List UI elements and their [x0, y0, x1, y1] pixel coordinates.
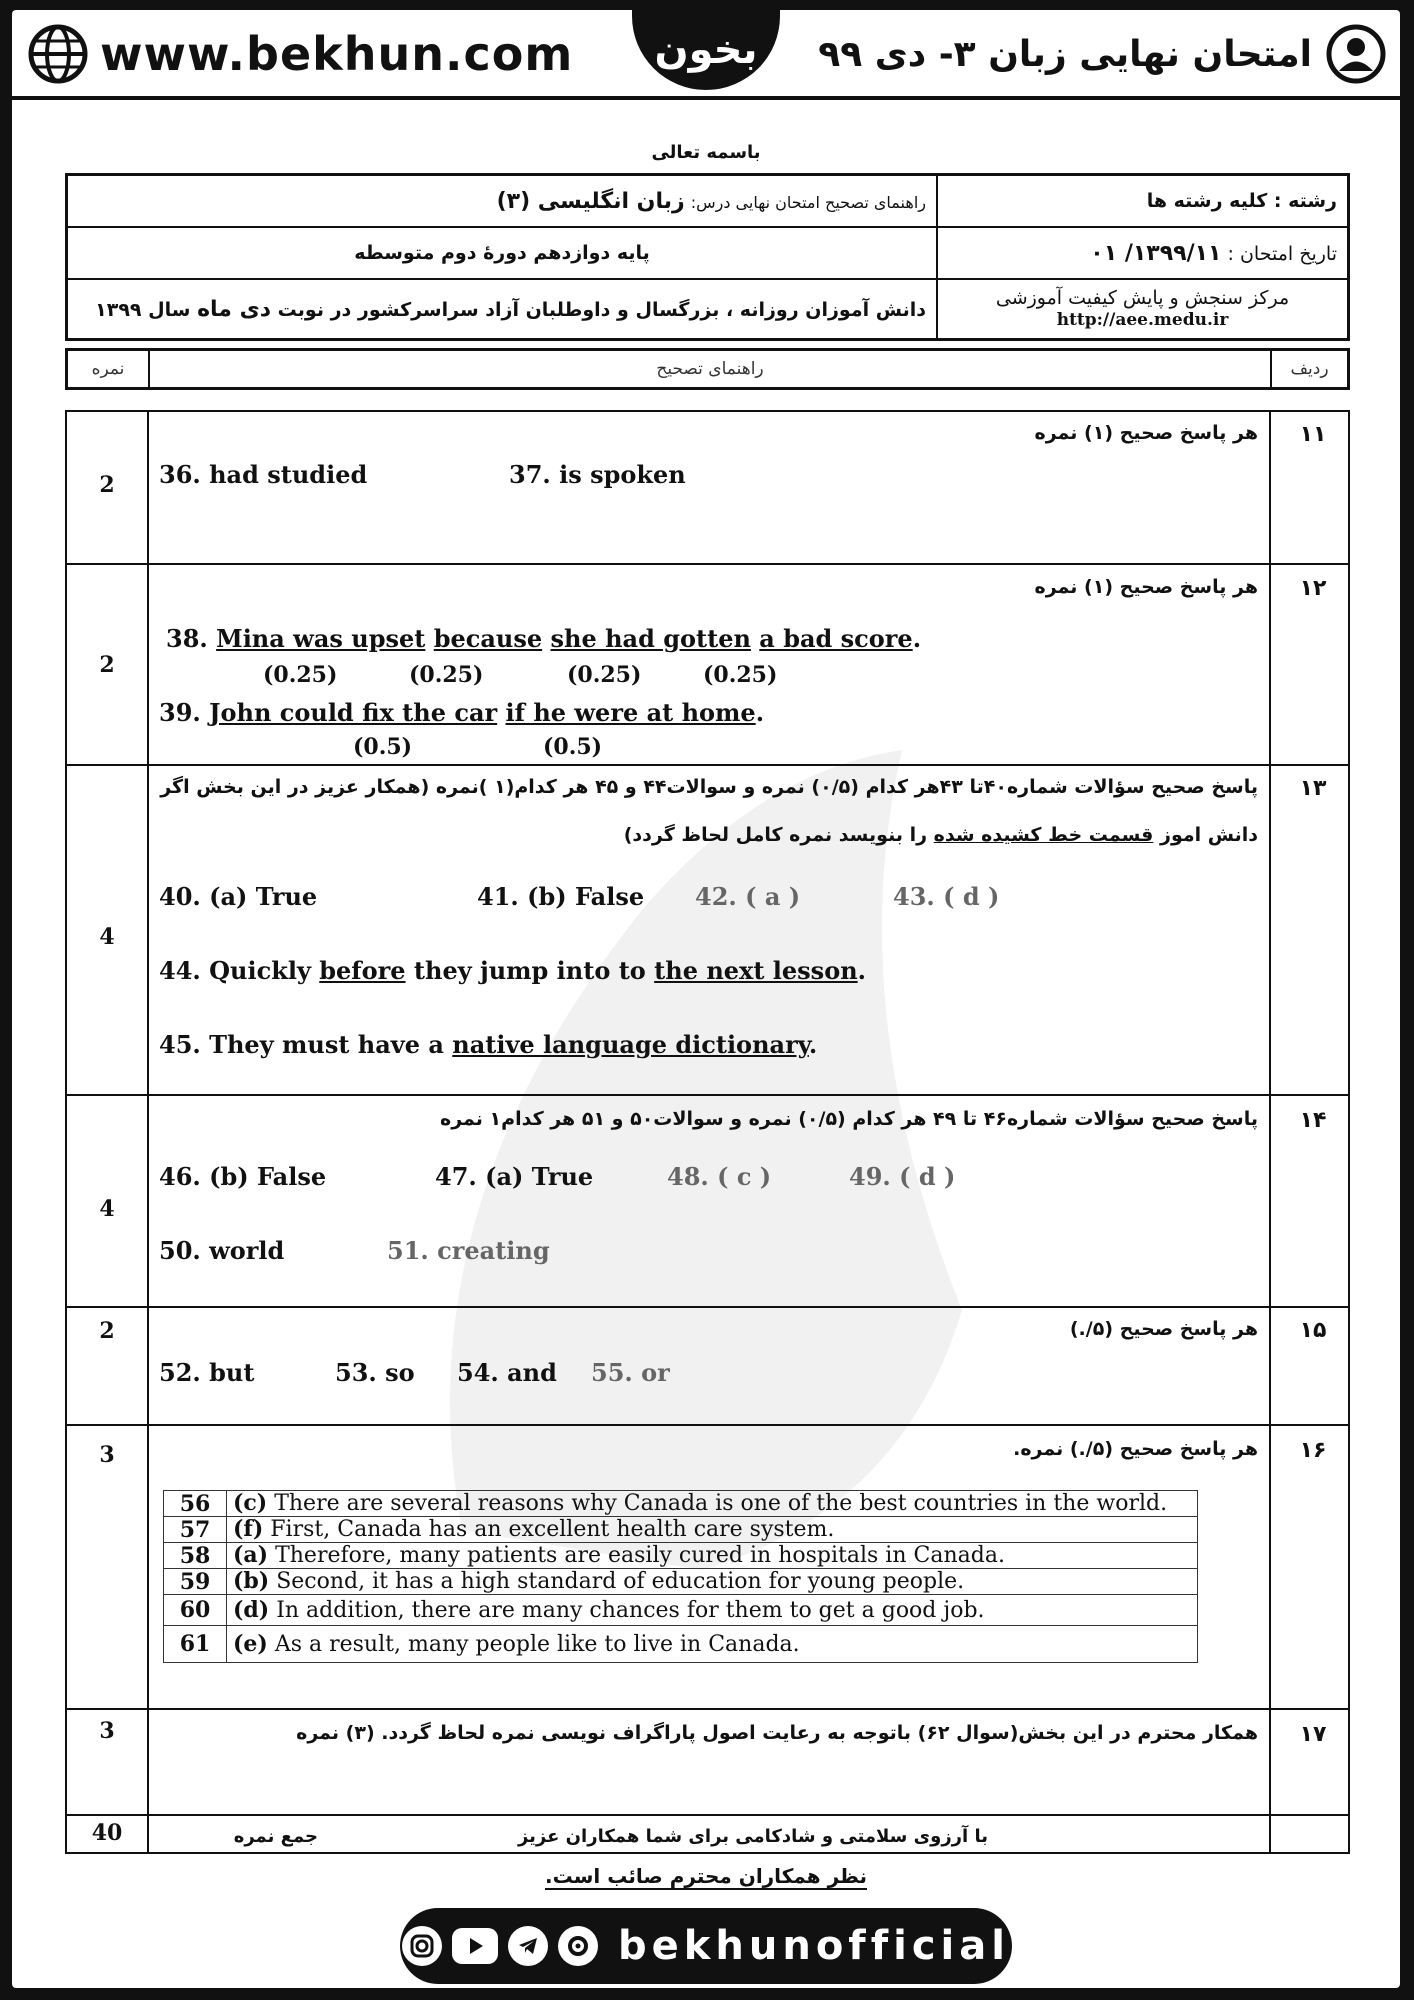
col-score-label: نمره [91, 359, 125, 379]
row-instruction: هر پاسخ صحیح (۵/.) نمره. [1013, 1438, 1258, 1460]
order-row: 56 (c) There are several reasons why Canada is one of the best countries in the world. [164, 1491, 1198, 1517]
col-guide-label: راهنمای تصحیح [656, 359, 764, 379]
answer-grid [65, 410, 1350, 1854]
answer-46: 46. (b) False [159, 1162, 327, 1191]
order-row: 57 (f) First, Canada has an excellent health care system. [164, 1517, 1198, 1543]
instagram-icon[interactable] [402, 1926, 442, 1966]
answer-42: 42. ( a ) [695, 882, 801, 911]
answer-55: 55. or [591, 1358, 670, 1387]
points-38-4: (0.25) [703, 662, 778, 688]
row-instruction: همکار محترم در این بخش(سوال ۶۲) باتوجه به رعایت اصول پاراگراف نویسی نمره لحاظ گردد. (۳) نمره [296, 1722, 1258, 1744]
answer-39-part2: if he were at home [505, 698, 756, 727]
row-instruction: هر پاسخ صحیح (۱) نمره [1034, 422, 1258, 444]
answer-50: 50. world [159, 1236, 285, 1265]
row-score: 2 [99, 652, 115, 678]
center-name: مرکز سنجش و پایش کیفیت آموزشی [995, 287, 1290, 309]
answer-49: 49. ( d ) [849, 1162, 956, 1191]
paragraph-order-table [163, 1490, 1198, 1663]
total-label: جمع نمره [233, 1826, 318, 1847]
column-header-row [65, 348, 1350, 390]
row-score: 2 [99, 472, 115, 498]
answer-41: 41. (b) False [477, 882, 645, 911]
total-score: 40 [91, 1820, 123, 1846]
points-39-1: (0.5) [353, 734, 413, 760]
points-38-3: (0.25) [567, 662, 642, 688]
rubika-icon[interactable] [558, 1926, 598, 1966]
students-cell [67, 279, 938, 340]
course-cell [67, 175, 938, 228]
row-instruction-2: دانش اموز قسمت خط کشیده شده را بنویسد نمره کامل لحاظ گردد) [623, 824, 1258, 846]
center-cell [937, 279, 1349, 340]
header-divider [12, 96, 1400, 100]
row-number: ۱۶ [1299, 1438, 1327, 1463]
answer-53: 53. so [335, 1358, 415, 1387]
row-score: 4 [99, 924, 115, 950]
answer-43: 43. ( d ) [893, 882, 1000, 911]
heading-bismillah: باسمه تعالی [651, 142, 761, 163]
globe-icon [28, 24, 88, 84]
points-38-2: (0.25) [409, 662, 484, 688]
date-value: ۱۳۹۹/۱۱/ ۰۱ [1090, 240, 1222, 266]
points-38-1: (0.25) [263, 662, 338, 688]
row-instruction-1: پاسخ صحیح سؤالات شماره۴۰تا ۴۳هر کدام (۰/۵) نمره و سوالات۴۴ و ۴۵ هر کدام(۱ )نمره (همکار عزیز در این بخش اگر [160, 776, 1258, 798]
answer-38: 38. Mina was upset because she had gotten a bad score. [166, 624, 922, 653]
course-name: زبان انگلیسی (۳) [496, 188, 685, 214]
year-value: سال ۱۳۹۹ [95, 298, 191, 321]
row-number: ۱۲ [1299, 576, 1327, 601]
youtube-icon[interactable] [452, 1928, 498, 1964]
date-label: تاریخ امتحان : [1227, 242, 1337, 265]
row-instruction: هر پاسخ صحیح (۵/.) [1069, 1318, 1258, 1340]
exam-title: امتحان نهایی زبان ۳- دی ۹۹ [818, 33, 1312, 75]
answer-38-part2: because [433, 624, 543, 653]
order-row: 58 (a) Therefore, many patients are easily cured in hospitals in Canada. [164, 1543, 1198, 1569]
field-value: رشته : کلیه رشته ها [1146, 190, 1337, 212]
order-row: 59 (b) Second, it has a high standard of education for young people. [164, 1569, 1198, 1595]
grade-cell [67, 227, 938, 279]
answer-52: 52. but [159, 1358, 255, 1387]
underlined-part-note: قسمت خط کشیده شده [933, 824, 1154, 846]
field-cell [937, 175, 1349, 228]
row-score: 2 [99, 1318, 115, 1344]
answer-key-page [12, 10, 1400, 1988]
answer-48: 48. ( c ) [667, 1162, 772, 1191]
row-number: ۱۷ [1299, 1722, 1327, 1747]
site-link[interactable] [28, 24, 573, 84]
guide-label: راهنمای تصحیح امتحان نهایی درس: [690, 192, 926, 212]
exam-header-title [818, 24, 1386, 84]
grade-value: پایه دوازدهم دورهٔ دوم متوسطه [354, 242, 650, 264]
answer-38-part1: Mina was upset [216, 624, 426, 653]
row-score: 3 [99, 1718, 115, 1744]
answer-45: 45. They must have a native language dictionary. [159, 1030, 818, 1059]
answer-47: 47. (a) True [435, 1162, 594, 1191]
row-number: ۱۱ [1299, 422, 1327, 447]
row-number: ۱۴ [1299, 1108, 1327, 1133]
row-instruction: هر پاسخ صحیح (۱) نمره [1034, 576, 1258, 598]
answer-40: 40. (a) True [159, 882, 318, 911]
logo-text: بخون [654, 27, 758, 73]
month-value: دی ماه [197, 296, 272, 322]
answer-37: 37. is spoken [509, 460, 686, 489]
total-wish: با آرزوی سلامتی و شادکامی برای شما همکاران عزیز [517, 1826, 988, 1847]
social-handle-text[interactable]: bekhunofficial [618, 1923, 1010, 1969]
answer-38-part3: she had gotten [550, 624, 751, 653]
answer-54: 54. and [457, 1358, 557, 1387]
row-number: ۱۵ [1299, 1318, 1327, 1343]
answer-36: 36. had studied [159, 460, 368, 489]
order-row: 61 (e) As a result, many people like to live in Canada. [164, 1626, 1198, 1663]
order-row: 60 (d) In addition, there are many chances for them to get a good job. [164, 1595, 1198, 1626]
answer-51: 51. creating [387, 1236, 550, 1265]
points-39-2: (0.5) [543, 734, 603, 760]
answer-39: 39. John could fix the car if he were at home. [159, 698, 765, 727]
user-icon [1326, 24, 1386, 84]
center-url[interactable]: http://aee.medu.ir [1056, 310, 1229, 330]
footer-note: نظر همکاران محترم صائب است. [544, 1864, 867, 1888]
exam-info-table [65, 173, 1350, 341]
answer-39-part1: John could fix the car [209, 698, 498, 727]
social-handle-bar[interactable] [400, 1908, 1012, 1984]
row-instruction: پاسخ صحیح سؤالات شماره۴۶ تا ۴۹ هر کدام (۰/۵) نمره و سوالات۵۰ و ۵۱ هر کدام۱ نمره [440, 1108, 1258, 1130]
site-header [12, 10, 1400, 98]
bekhun-logo [632, 10, 780, 90]
answer-38-part4: a bad score [759, 624, 913, 653]
date-cell [937, 227, 1349, 279]
site-url[interactable]: www.bekhun.com [100, 27, 574, 81]
telegram-icon[interactable] [508, 1926, 548, 1966]
row-score: 3 [99, 1442, 115, 1468]
answer-44: 44. Quickly before they jump into to the next lesson. [159, 956, 867, 985]
row-number: ۱۳ [1299, 776, 1327, 801]
students-text: دانش آموزان روزانه ، بزرگسال و داوطلبان آزاد سراسرکشور در نوبت [277, 298, 926, 321]
row-score: 4 [99, 1196, 115, 1222]
col-row-label: ردیف [1290, 359, 1329, 379]
